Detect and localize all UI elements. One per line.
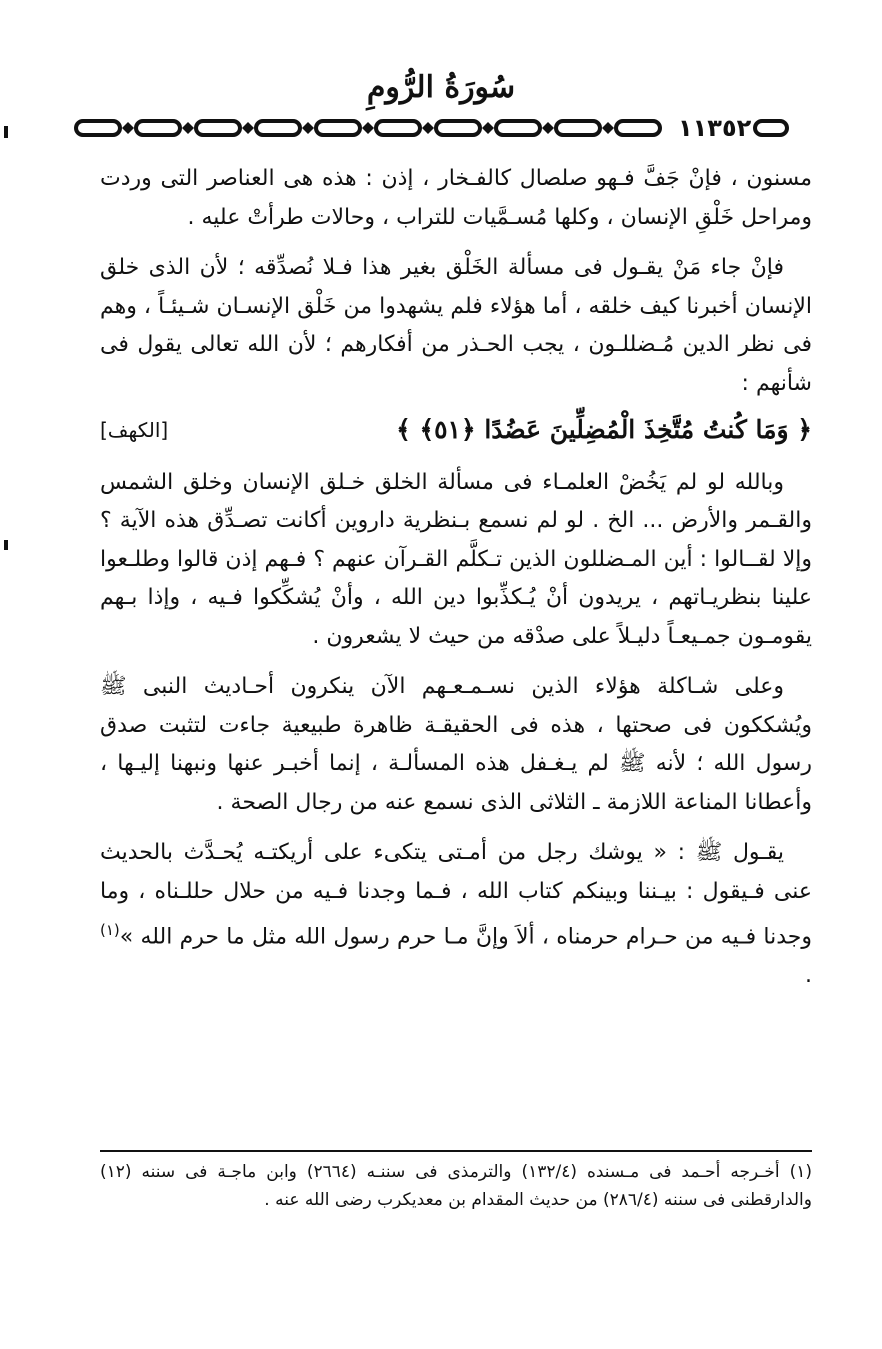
paragraph-4: وعلى شـاكلة هؤلاء الذين نسـمـعـهم الآن ينكرون أحـاديث النبى ﷺ ويُشككون فى صحتها ، هذه فى الحقيقـة ظاهرة طبيعية جاءت لتثبت صدق رسول الله ؛ لأنه ﷺ لم يـغـفل هذه المسألـة ، إنما أخبـر عنها ونبهنا إليـها ، وأعطانا المناعة اللازمة ـ الثلاثى الذى نسمع عنه من رجال الصحة .	[100, 674, 812, 815]
surah-title: سُورَةُ الرُّومِ	[366, 70, 516, 105]
footnote-1: (١) أخـرجه أحـمد فى مـسنده (١٣٢/٤) والترمذى فى سننـه (٢٦٦٤) وابن ماجـة فى سننه (١٢) والدارقطنى فى سننه (٢٨٦/٤) من حديث المقدام بن معديكرب رضى الله عنه .	[100, 1162, 812, 1210]
margin-mark	[4, 126, 8, 138]
ornament-chain	[72, 114, 672, 142]
paragraph-3: وبالله لو لم يَخُضْ العلمـاء فى مسألة الخلق خـلق الإنسان وخلق الشمس والقـمر والأرض ... الخ . لو لم نسمع بـنظرية داروين أكانت تصـدِّق هذه الآية ؟ وإلا لقــالوا : أين المـضللون الذين تـكلَّم القـرآن عنهم ؟ فـهم إذن قالوا وطلـعوا علينا بنظريـاتهم ، يريدون أنْ يُـكذِّبوا دين الله ، وأنْ يُشكِّكوا فـيه ، وإذا بـهم يقومـون جمـيعـاً دليـلاً على صدْقه من حيث لا يشعرون .	[100, 469, 812, 649]
hadith-end: .	[805, 962, 812, 988]
verse-text: ﴿ وَمَا كُنتُ مُتَّخِذَ الْمُضِلِّينَ عَضُدًا ﴿٥١﴾ ﴾	[396, 415, 812, 444]
footnote-divider	[100, 1150, 812, 1152]
hadith-text: يقـول ﷺ : « يوشك رجل من أمـتى يتكىء على أريكتـه يُحـدَّث بالحديث عنى فـيقول : بيـننا وبينكم كتاب الله ، فـما وجدنا فـيه من حلال حللـناه ، وما وجدنا فـيه من حـرام حرمناه ، ألاَ وإنَّ مـا حرم رسول الله مثل ما حرم الله »	[100, 840, 812, 950]
header-ornament-bar	[72, 114, 812, 142]
paragraph-5	[100, 834, 812, 995]
verse-reference: [الكهف]	[100, 418, 169, 442]
margin-mark	[4, 540, 8, 550]
quran-verse	[100, 411, 812, 450]
footnotes	[100, 1158, 812, 1214]
paragraph-2: فإنْ جاء مَنْ يقـول فى مسألة الخَلْق بغير هذا فـلا نُصدِّقه ؛ لأن الذى خلق الإنسان أخبرنا كيف خلقه ، أما هؤلاء فلم يشهدوا من خَلْق الإنسـان شـيئـاً ، وهم فى نظر الدين مُـضللـون ، يجب الحـذر من أفكارهم ؛ لأن الله تعالى يقول فى شأنهم :	[100, 255, 812, 396]
footnote-marker: (١)	[100, 921, 120, 939]
ornament-end	[751, 114, 791, 142]
main-text	[100, 160, 812, 1007]
page-number: ١١٣٥٢	[678, 114, 752, 142]
paragraph-1: مسنون ، فإنْ جَفَّ فـهو صلصال كالفـخار ، إذن : هذه هى العناصر التى وردت ومراحل خَلْقِ الإنسان ، وكلها مُسـمَّيات للتراب ، وحالات طرأتْ عليه .	[100, 166, 812, 230]
